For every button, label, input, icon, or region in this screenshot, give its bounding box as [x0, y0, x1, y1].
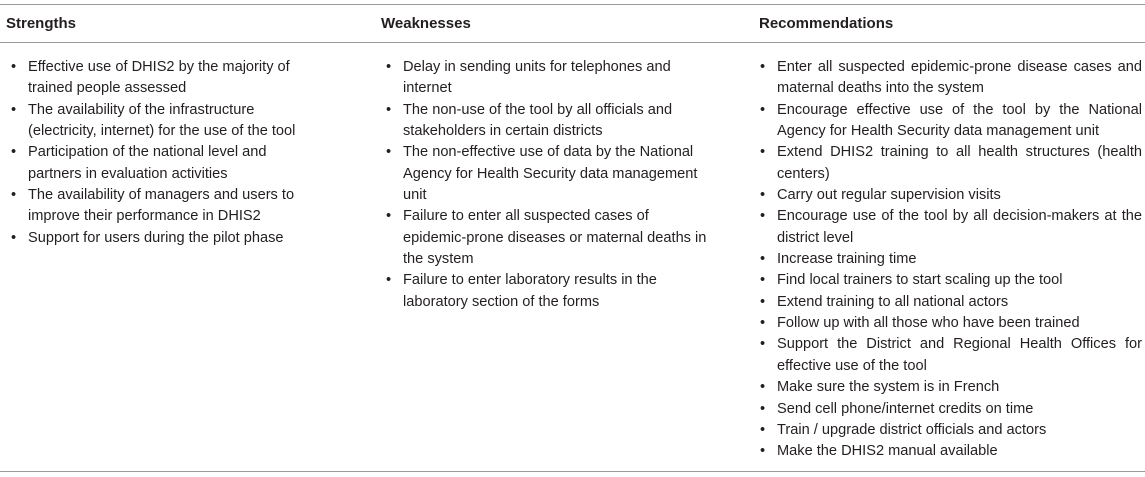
list-item: • Make sure the system is in French — [757, 377, 1142, 398]
weaknesses-list — [383, 57, 713, 313]
list-item: • Extend DHIS2 training to all health structures (health centers) — [757, 142, 1142, 185]
list-item: • Failure to enter laboratory results in the laboratory section of the forms — [383, 270, 713, 313]
list-item: • Make the DHIS2 manual available — [757, 441, 1142, 462]
list-item: • Delay in sending units for telephones and internet — [383, 57, 713, 100]
list-item: • Train / upgrade district officials and actors — [757, 420, 1142, 441]
list-item: • Failure to enter all suspected cases of epidemic-prone diseases or maternal deaths in the system — [383, 206, 713, 270]
header-strengths: Strengths — [6, 15, 77, 32]
list-item: • The non-effective use of data by the National Agency for Health Security data management unit — [383, 142, 713, 206]
list-item: • Effective use of DHIS2 by the majority of trained people assessed — [8, 57, 308, 100]
list-item: • Increase training time — [757, 249, 1142, 270]
list-item: • The availability of the infrastructure (electricity, internet) for the use of the tool — [8, 100, 308, 143]
list-item: • Enter all suspected epidemic-prone disease cases and maternal deaths into the system — [757, 57, 1142, 100]
list-item: • The non-use of the tool by all officials and stakeholders in certain districts — [383, 100, 713, 143]
list-item: • Send cell phone/internet credits on time — [757, 399, 1142, 420]
list-item: • Find local trainers to start scaling up the tool — [757, 270, 1142, 291]
header-recommendations: Recommendations — [759, 15, 894, 32]
list-item: • Encourage effective use of the tool by the National Agency for Health Security data management unit — [757, 100, 1142, 143]
list-item: • Support the District and Regional Health Offices for effective use of the tool — [757, 334, 1142, 377]
recommendations-list — [757, 57, 1142, 463]
list-item: • Follow up with all those who have been trained — [757, 313, 1142, 334]
list-item: • Carry out regular supervision visits — [757, 185, 1142, 206]
table-top-rule — [0, 4, 1145, 5]
header-divider-rule — [0, 42, 1145, 43]
list-item: • Participation of the national level and partners in evaluation activities — [8, 142, 308, 185]
table-bottom-rule — [0, 471, 1145, 472]
strengths-list — [8, 57, 308, 249]
list-item: • The availability of managers and users to improve their performance in DHIS2 — [8, 185, 308, 228]
list-item: • Encourage use of the tool by all decision-makers at the district level — [757, 206, 1142, 249]
header-weaknesses: Weaknesses — [381, 15, 471, 32]
list-item: • Support for users during the pilot phase — [8, 228, 308, 249]
list-item: • Extend training to all national actors — [757, 292, 1142, 313]
